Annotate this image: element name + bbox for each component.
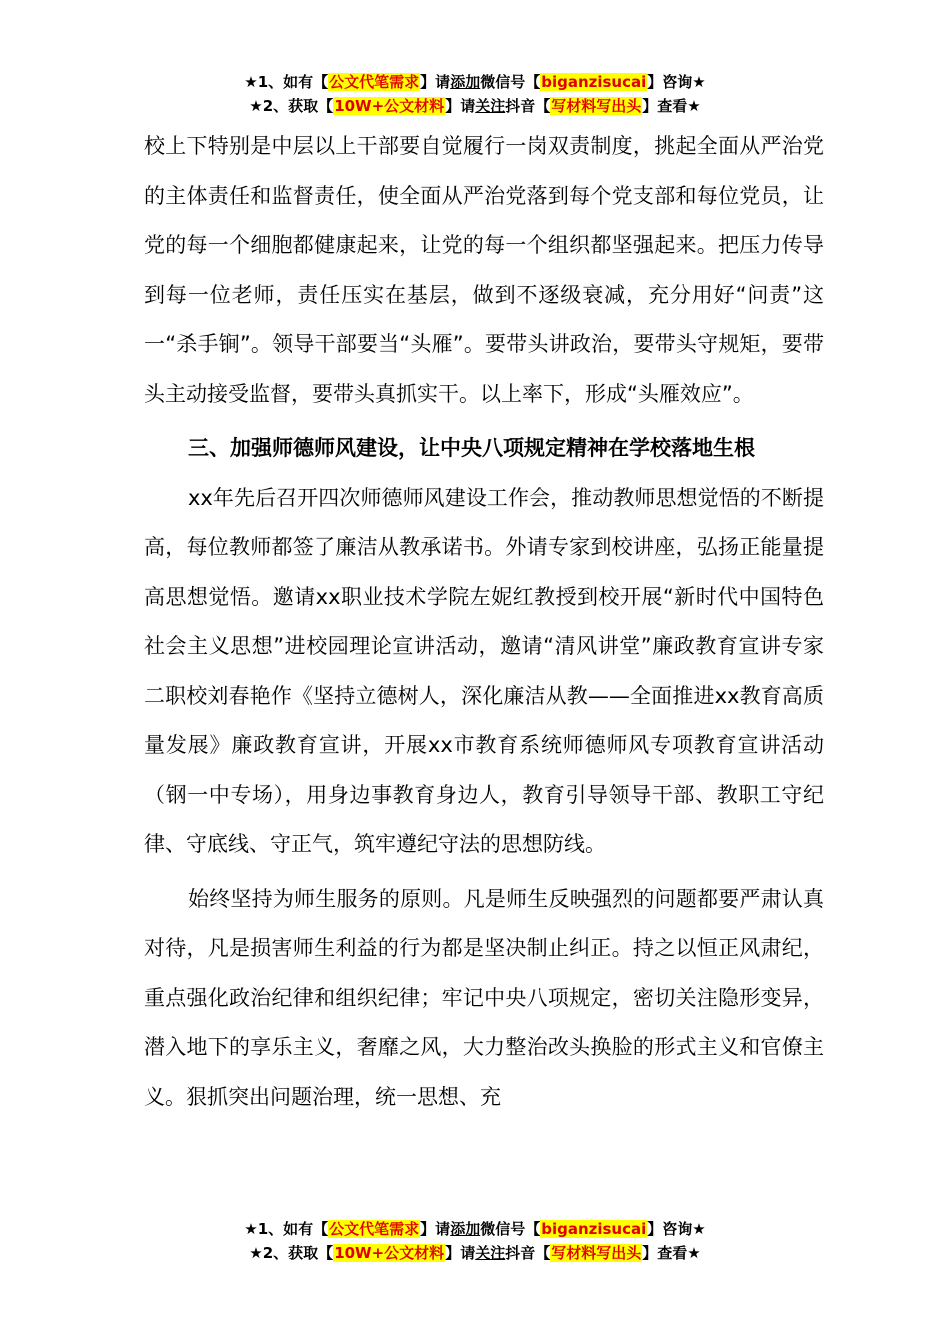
banner-highlight: 写材料写出头 [551,1244,642,1262]
paragraph-continued: 校上下特别是中层以上干部要自觉履行一岗双责制度，挑起全面从严治党的主体责任和监督责任，使全面从严治党落到每个党支部和每位党员，让党的每一个细胞都健康起来，让党的每一个组织都坚强起来。把压力传导到每一位老师，责任压实在基层，做到不逐级衰减，充分用好“问责”这一“杀手锏”。领导干部要当“头雁”。要带头讲政治，要带头守规矩，要带头主动接受监督，要带头真抓实干。以上率下，形成“头雁效应”。 [144,134,824,406]
header-banner [0,70,950,118]
banner-line-2 [0,1241,950,1265]
banner-text: 微信号【 [480,1220,541,1238]
paragraph: xx年先后召开四次师德师风建设工作会，推动教师思想觉悟的不断提高，每位教师都签了廉洁从教承诺书。外请专家到校讲座，弘扬正能量提高思想觉悟。邀请xx职业技术学院左妮红教授到校开展“新时代中国特色社会主义思想”进校园理论宣讲活动，邀请“清风讲堂”廉政教育宣讲专家二职校刘春艳作《坚持立德树人，深化廉洁从教——全面推进xx教育高质量发展》廉政教育宣讲，开展xx市教育系统师德师风专项教育宣讲活动（钢一中专场），用身边事教育身边人，教育引导领导干部、教职工守纪律、守底线、守正气，筑牢遵纪守法的思想防线。 [144,485,824,856]
banner-text: 】查看★ [642,97,701,115]
banner-highlight: 公文代笔需求 [329,1220,420,1238]
banner-line-1 [0,70,950,94]
paragraph: 始终坚持为师生服务的原则。凡是师生反映强烈的问题都要严肃认真对待，凡是损害师生利益的行为都是坚决制止纠正。持之以恒正风肃纪，重点强化政治纪律和组织纪律；牢记中央八项规定，密切关注隐形变异，潜入地下的享乐主义，奢靡之风，大力整治改头换脸的形式主义和官僚主义。狠抓突出问题治理，统一思想、充 [144,886,824,1109]
banner-underline-text: 添加 [450,1220,481,1238]
banner-line-2 [0,94,950,118]
banner-text: 微信号【 [480,73,541,91]
banner-highlight: 10W+公文材料 [334,1244,445,1262]
document-body [144,122,824,1122]
banner-underline-text: 关注 [475,1244,506,1262]
banner-text: 】请 [445,1244,476,1262]
banner-text: 】咨询★ [647,1220,706,1238]
banner-text: 】咨询★ [647,73,706,91]
banner-text: 抖音【 [505,97,551,115]
banner-text: ★2、获取【 [249,1244,334,1262]
banner-text: 】请 [445,97,476,115]
section-heading: 三、加强师德师风建设，让中央八项规定精神在学校落地生根 [188,436,755,460]
banner-text: 抖音【 [505,1244,551,1262]
banner-text: 】请 [420,1220,451,1238]
banner-text: ★1、如有【 [244,73,329,91]
banner-text: 】请 [420,73,451,91]
banner-highlight: 10W+公文材料 [334,97,445,115]
banner-line-1 [0,1217,950,1241]
banner-highlight: biganzisucai [541,1220,647,1238]
banner-highlight: biganzisucai [541,73,647,91]
banner-highlight: 公文代笔需求 [329,73,420,91]
footer-banner [0,1217,950,1265]
banner-highlight: 写材料写出头 [551,97,642,115]
banner-text: ★2、获取【 [249,97,334,115]
banner-underline-text: 添加 [450,73,481,91]
banner-text: ★1、如有【 [244,1220,329,1238]
banner-underline-text: 关注 [475,97,506,115]
banner-text: 】查看★ [642,1244,701,1262]
